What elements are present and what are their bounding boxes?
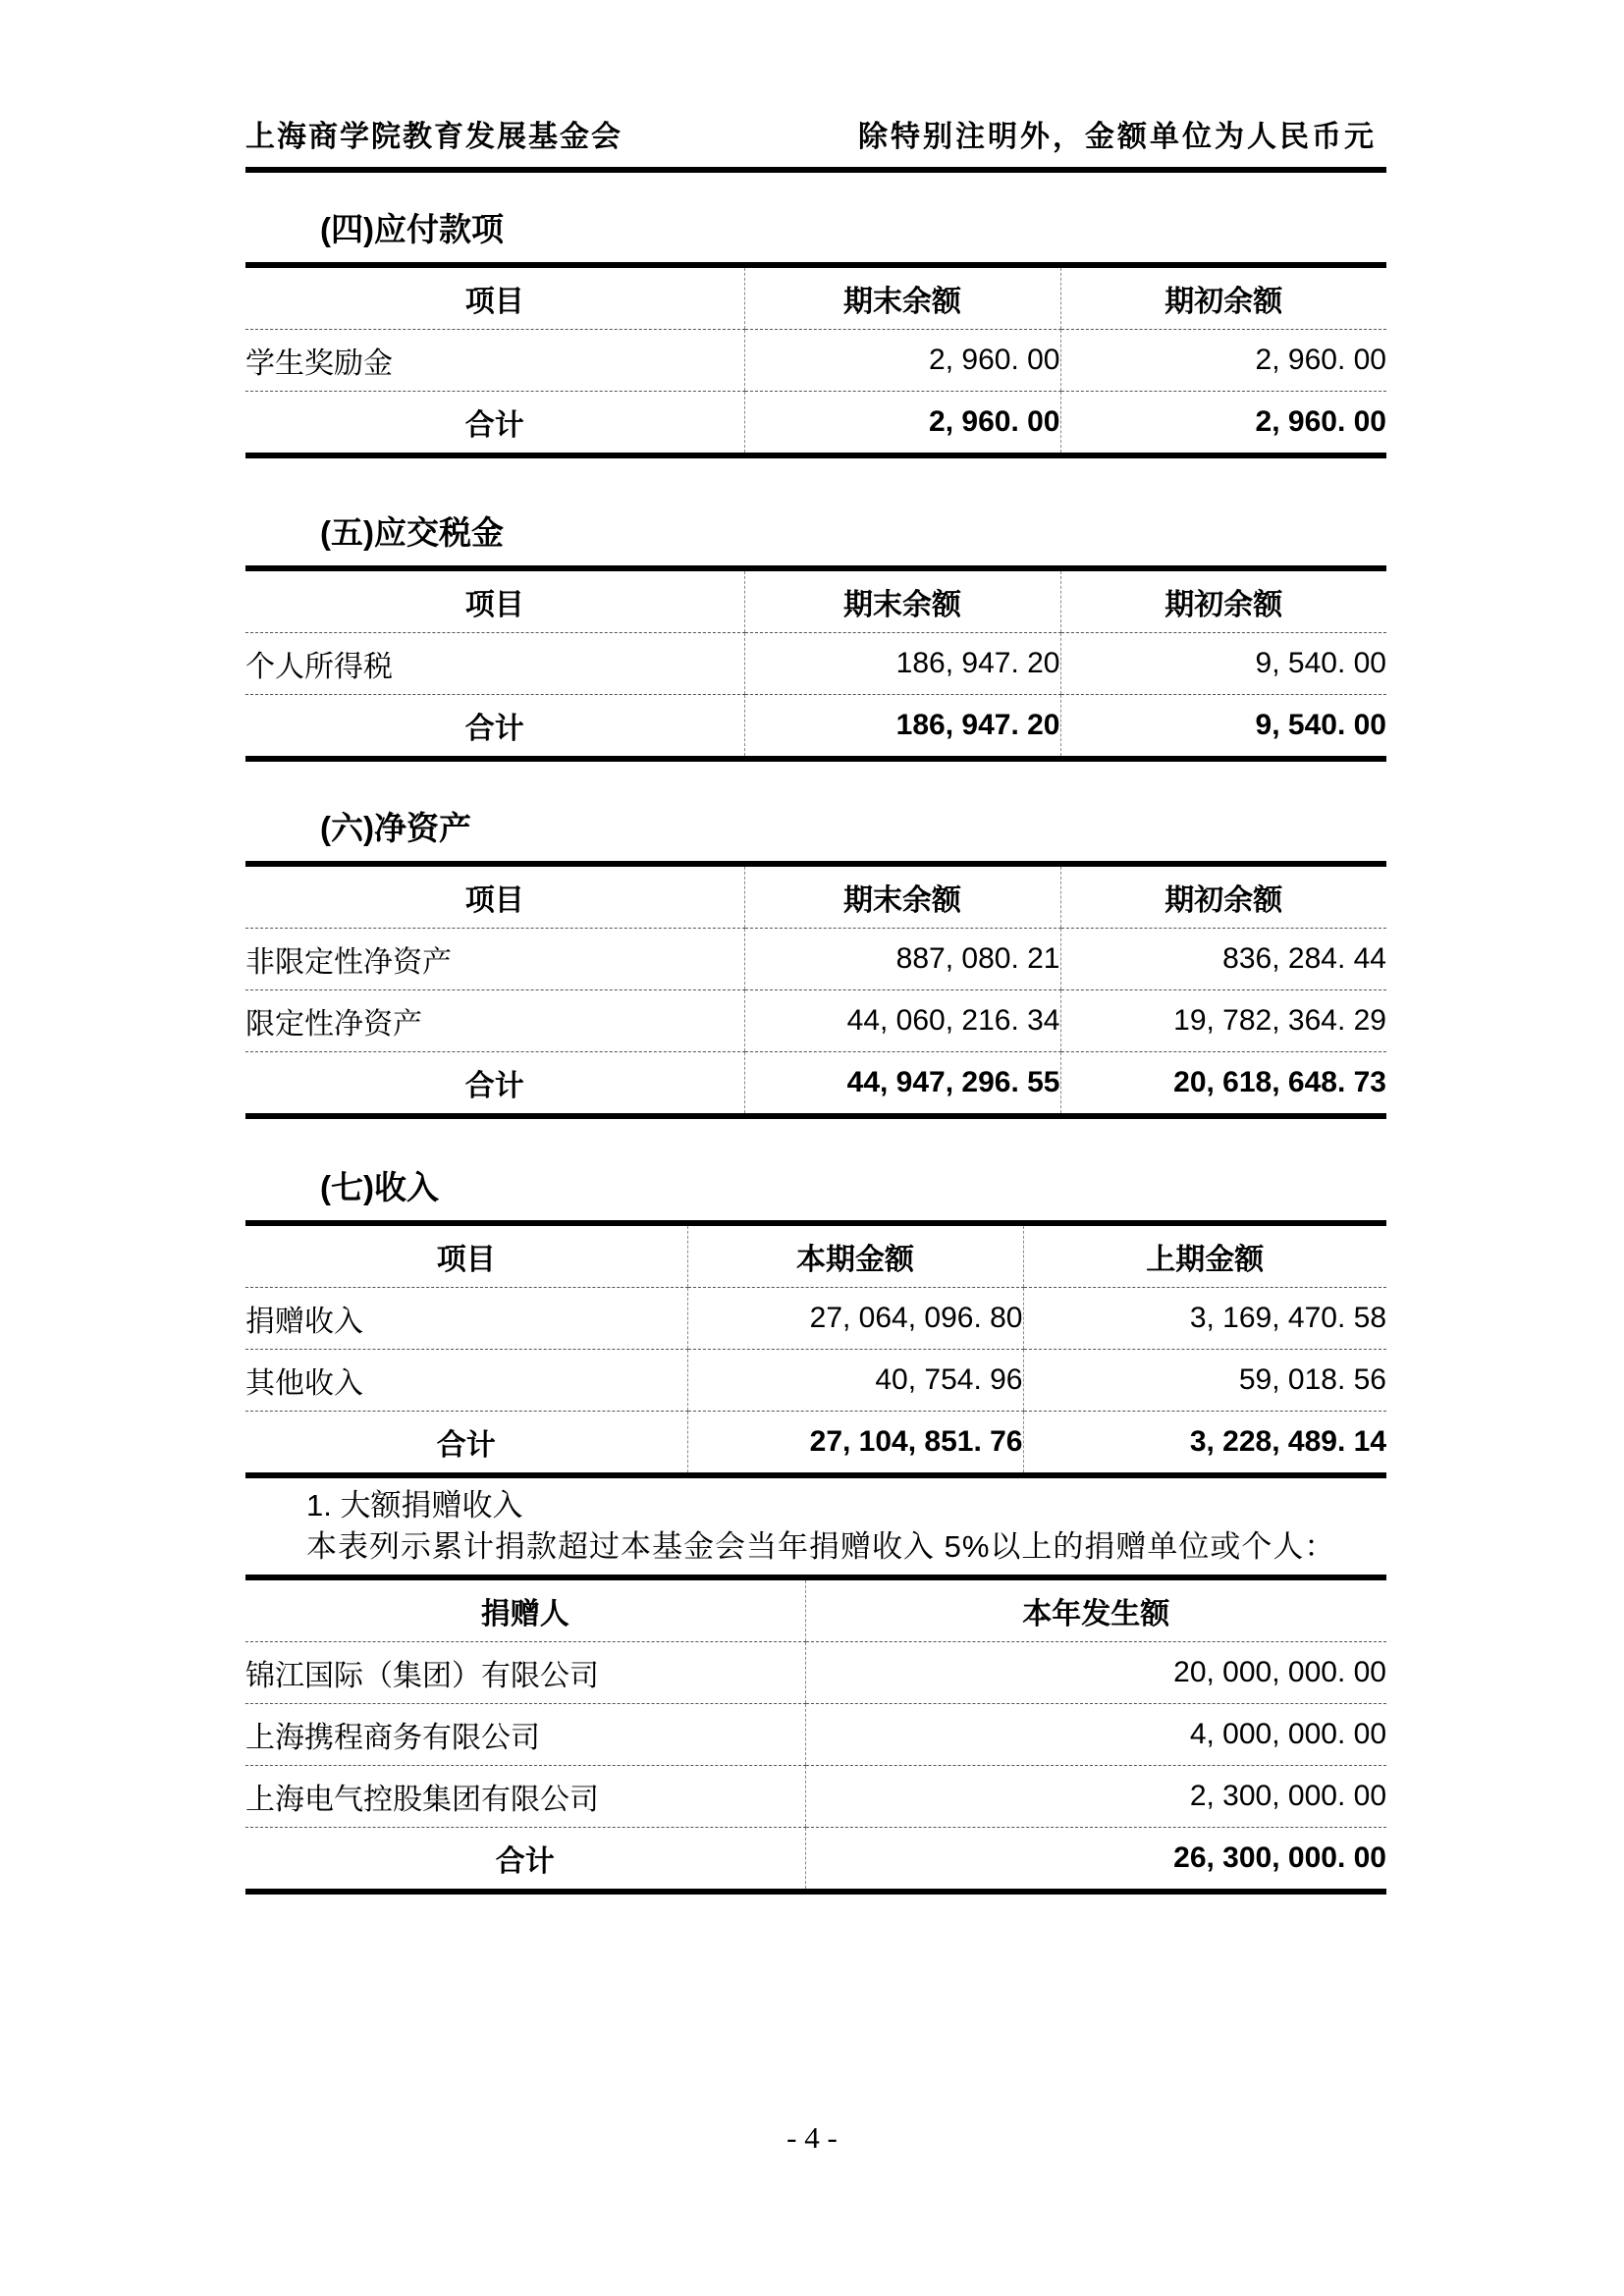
- large-donation-note-text: 本表列示累计捐款超过本基金会当年捐赠收入 5%以上的捐赠单位或个人：: [306, 1529, 1336, 1564]
- total-beginning-value: 9, 540. 00: [1060, 695, 1386, 760]
- table-total-row: [245, 392, 1386, 456]
- total-beginning-value: 2, 960. 00: [1060, 392, 1386, 456]
- col-header-prior-amount: 上期金额: [1023, 1223, 1386, 1288]
- total-label: 合计: [495, 1845, 555, 1878]
- table-header-row: [245, 265, 1386, 330]
- row-item-label: 学生奖励金: [245, 330, 744, 392]
- table-total-row: [245, 1412, 1386, 1476]
- row-ending-value: 186, 947. 20: [744, 633, 1060, 695]
- row-prior-value: 3, 169, 470. 58: [1023, 1288, 1386, 1350]
- total-label: 合计: [464, 409, 524, 442]
- table-row: [245, 330, 1386, 392]
- row-ending-value: 2, 960. 00: [744, 330, 1060, 392]
- table-row: [245, 990, 1386, 1052]
- donor-amount: 2, 300, 000. 00: [805, 1766, 1386, 1828]
- table-row: [245, 1766, 1386, 1828]
- section-income: [245, 1168, 1386, 1478]
- table-header-row: [245, 568, 1386, 633]
- total-ending-value: 186, 947. 20: [744, 695, 1060, 760]
- section-title-net-assets: (六)净资产: [320, 810, 471, 846]
- total-label: 合计: [464, 1070, 524, 1102]
- header-currency-note: 除特别注明外，金额单位为人民币元: [858, 121, 1377, 153]
- header-org-name: 上海商学院教育发展基金会: [245, 121, 623, 153]
- row-beginning-value: 19, 782, 364. 29: [1060, 990, 1386, 1052]
- table-row: [245, 1704, 1386, 1766]
- col-header-current-year-amount: 本年发生额: [805, 1577, 1386, 1642]
- donor-name: 锦江国际（集团）有限公司: [245, 1642, 805, 1704]
- row-ending-value: 887, 080. 21: [744, 929, 1060, 990]
- col-header-ending-balance: 期末余额: [744, 568, 1060, 633]
- col-header-beginning-balance: 期初余额: [1060, 568, 1386, 633]
- table-total-row: [245, 1828, 1386, 1893]
- row-current-value: 40, 754. 96: [687, 1350, 1023, 1412]
- section-title-income: (七)收入: [320, 1169, 439, 1205]
- table-row: [245, 1350, 1386, 1412]
- col-header-item: 项目: [245, 1223, 687, 1288]
- section-taxes: [245, 513, 1386, 762]
- section-payables: [245, 210, 1386, 458]
- page-number: - 4 -: [786, 2120, 838, 2155]
- table-total-row: [245, 1052, 1386, 1117]
- row-ending-value: 44, 060, 216. 34: [744, 990, 1060, 1052]
- col-header-ending-balance: 期末余额: [744, 864, 1060, 929]
- col-header-current-amount: 本期金额: [687, 1223, 1023, 1288]
- table-row: [245, 1642, 1386, 1704]
- total-donation-value: 26, 300, 000. 00: [805, 1828, 1386, 1893]
- col-header-item: 项目: [245, 568, 744, 633]
- section-net-assets: [245, 809, 1386, 1119]
- table-row: [245, 1288, 1386, 1350]
- table-row: [245, 633, 1386, 695]
- total-ending-value: 44, 947, 296. 55: [744, 1052, 1060, 1117]
- total-label: 合计: [464, 713, 524, 745]
- row-beginning-value: 2, 960. 00: [1060, 330, 1386, 392]
- col-header-ending-balance: 期末余额: [744, 265, 1060, 330]
- page-content: [245, 0, 1386, 1895]
- donor-name: 上海电气控股集团有限公司: [245, 1766, 805, 1828]
- table-header-row: [245, 864, 1386, 929]
- page-header: [245, 0, 1386, 173]
- col-header-item: 项目: [245, 864, 744, 929]
- table-header-row: [245, 1223, 1386, 1288]
- col-header-item: 项目: [245, 265, 744, 330]
- row-item-label: 个人所得税: [245, 633, 744, 695]
- net-assets-table: [245, 861, 1386, 1119]
- col-header-beginning-balance: 期初余额: [1060, 864, 1386, 929]
- donor-amount: 20, 000, 000. 00: [805, 1642, 1386, 1704]
- total-label: 合计: [436, 1429, 496, 1462]
- row-item-label: 限定性净资产: [245, 990, 744, 1052]
- total-prior-value: 3, 228, 489. 14: [1023, 1412, 1386, 1476]
- section-title-payables: (四)应付款项: [320, 211, 504, 247]
- row-beginning-value: 9, 540. 00: [1060, 633, 1386, 695]
- total-current-value: 27, 104, 851. 76: [687, 1412, 1023, 1476]
- taxes-table: [245, 565, 1386, 762]
- total-beginning-value: 20, 618, 648. 73: [1060, 1052, 1386, 1117]
- section-title-taxes: (五)应交税金: [320, 514, 504, 551]
- col-header-donor: 捐赠人: [245, 1577, 805, 1642]
- donor-amount: 4, 000, 000. 00: [805, 1704, 1386, 1766]
- row-beginning-value: 836, 284. 44: [1060, 929, 1386, 990]
- row-item-label: 非限定性净资产: [245, 929, 744, 990]
- row-current-value: 27, 064, 096. 80: [687, 1288, 1023, 1350]
- col-header-beginning-balance: 期初余额: [1060, 265, 1386, 330]
- row-item-label: 其他收入: [245, 1350, 687, 1412]
- table-header-row: [245, 1577, 1386, 1642]
- table-total-row: [245, 695, 1386, 760]
- donors-table: [245, 1575, 1386, 1895]
- row-prior-value: 59, 018. 56: [1023, 1350, 1386, 1412]
- table-row: [245, 929, 1386, 990]
- payables-table: [245, 262, 1386, 458]
- large-donation-note-title: 1. 大额捐赠收入: [306, 1488, 523, 1522]
- income-table: [245, 1220, 1386, 1478]
- row-item-label: 捐赠收入: [245, 1288, 687, 1350]
- donor-name: 上海携程商务有限公司: [245, 1704, 805, 1766]
- total-ending-value: 2, 960. 00: [744, 392, 1060, 456]
